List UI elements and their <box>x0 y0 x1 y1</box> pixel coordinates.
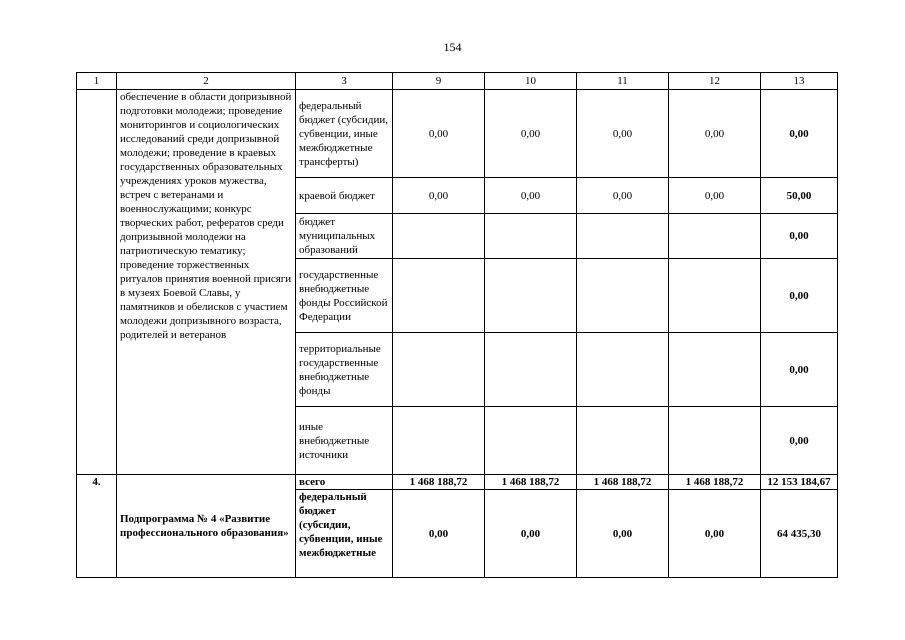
col-header-11: 11 <box>577 73 669 90</box>
value-c12 <box>669 407 761 475</box>
value-c13: 0,00 <box>761 407 838 475</box>
value-c9: 0,00 <box>393 490 485 578</box>
value-c11: 0,00 <box>577 178 669 214</box>
value-c12: 0,00 <box>669 90 761 178</box>
col-header-1: 1 <box>77 73 117 90</box>
header-row <box>77 73 838 90</box>
funding-source: бюджет муниципальных образований <box>296 214 393 259</box>
value-c10: 0,00 <box>485 90 577 178</box>
value-c9: 0,00 <box>393 90 485 178</box>
funding-source: территориальные государственные внебюджетные фонды <box>296 333 393 407</box>
row-number-cell <box>77 90 117 475</box>
funding-source: федеральный бюджет (субсидии, субвенции, иные межбюджетные трансферты) <box>296 90 393 178</box>
row-number: 4. <box>77 475 117 578</box>
funding-source: иные внебюджетные источники <box>296 407 393 475</box>
value-c9 <box>393 214 485 259</box>
value-c12 <box>669 333 761 407</box>
value-c12: 0,00 <box>669 178 761 214</box>
page-number: 154 <box>443 40 462 54</box>
value-c10 <box>485 407 577 475</box>
subprogram-title: Подпрограмма № 4 «Развитие профессионального образования» <box>117 475 296 578</box>
col-header-2: 2 <box>117 73 296 90</box>
value-c13: 12 153 184,67 <box>761 475 838 490</box>
col-header-13: 13 <box>761 73 838 90</box>
value-c11 <box>577 333 669 407</box>
funding-source: государственные внебюджетные фонды Российской Федерации <box>296 259 393 333</box>
value-c11 <box>577 407 669 475</box>
value-c13: 64 435,30 <box>761 490 838 578</box>
value-c13: 0,00 <box>761 90 838 178</box>
col-header-12: 12 <box>669 73 761 90</box>
value-c11 <box>577 259 669 333</box>
value-c12 <box>669 214 761 259</box>
value-c12: 1 468 188,72 <box>669 475 761 490</box>
col-header-10: 10 <box>485 73 577 90</box>
value-c12 <box>669 259 761 333</box>
table-row <box>77 90 838 178</box>
value-c11: 0,00 <box>577 90 669 178</box>
table-row <box>77 475 838 490</box>
value-c13: 50,00 <box>761 178 838 214</box>
value-c11: 0,00 <box>577 490 669 578</box>
budget-table <box>76 72 838 578</box>
value-c13: 0,00 <box>761 259 838 333</box>
value-c11: 1 468 188,72 <box>577 475 669 490</box>
value-c10: 0,00 <box>485 178 577 214</box>
funding-source: краевой бюджет <box>296 178 393 214</box>
value-c10 <box>485 214 577 259</box>
value-c9: 1 468 188,72 <box>393 475 485 490</box>
value-c10 <box>485 333 577 407</box>
value-c11 <box>577 214 669 259</box>
value-c10 <box>485 259 577 333</box>
value-c10: 1 468 188,72 <box>485 475 577 490</box>
col-header-3: 3 <box>296 73 393 90</box>
value-c9 <box>393 333 485 407</box>
value-c9 <box>393 259 485 333</box>
value-c9 <box>393 407 485 475</box>
funding-source: всего <box>296 475 393 490</box>
value-c9: 0,00 <box>393 178 485 214</box>
value-c13: 0,00 <box>761 214 838 259</box>
funding-source: федеральный бюджет (субсидии, субвенции, иные межбюджетные <box>296 490 393 578</box>
value-c10: 0,00 <box>485 490 577 578</box>
value-c12: 0,00 <box>669 490 761 578</box>
col-header-9: 9 <box>393 73 485 90</box>
value-c13: 0,00 <box>761 333 838 407</box>
activity-description: обеспечение в области допризывной подготовки молодежи; проведение мониторингов и социологических исследований среди допризывной молодежи; проведение в краевых государственных образовательных учреждениях уроков мужества, встреч с ветеранами и военнослужащими; конкурс творческих работ, рефератов среди допризывной молодежи на патриотическую тематику; проведение торжественных ритуалов принятия военной присяги в музеях Боевой Славы, у памятников и обелисков с участием молодежи допризывного возраста, родителей и ветеранов <box>117 90 296 475</box>
